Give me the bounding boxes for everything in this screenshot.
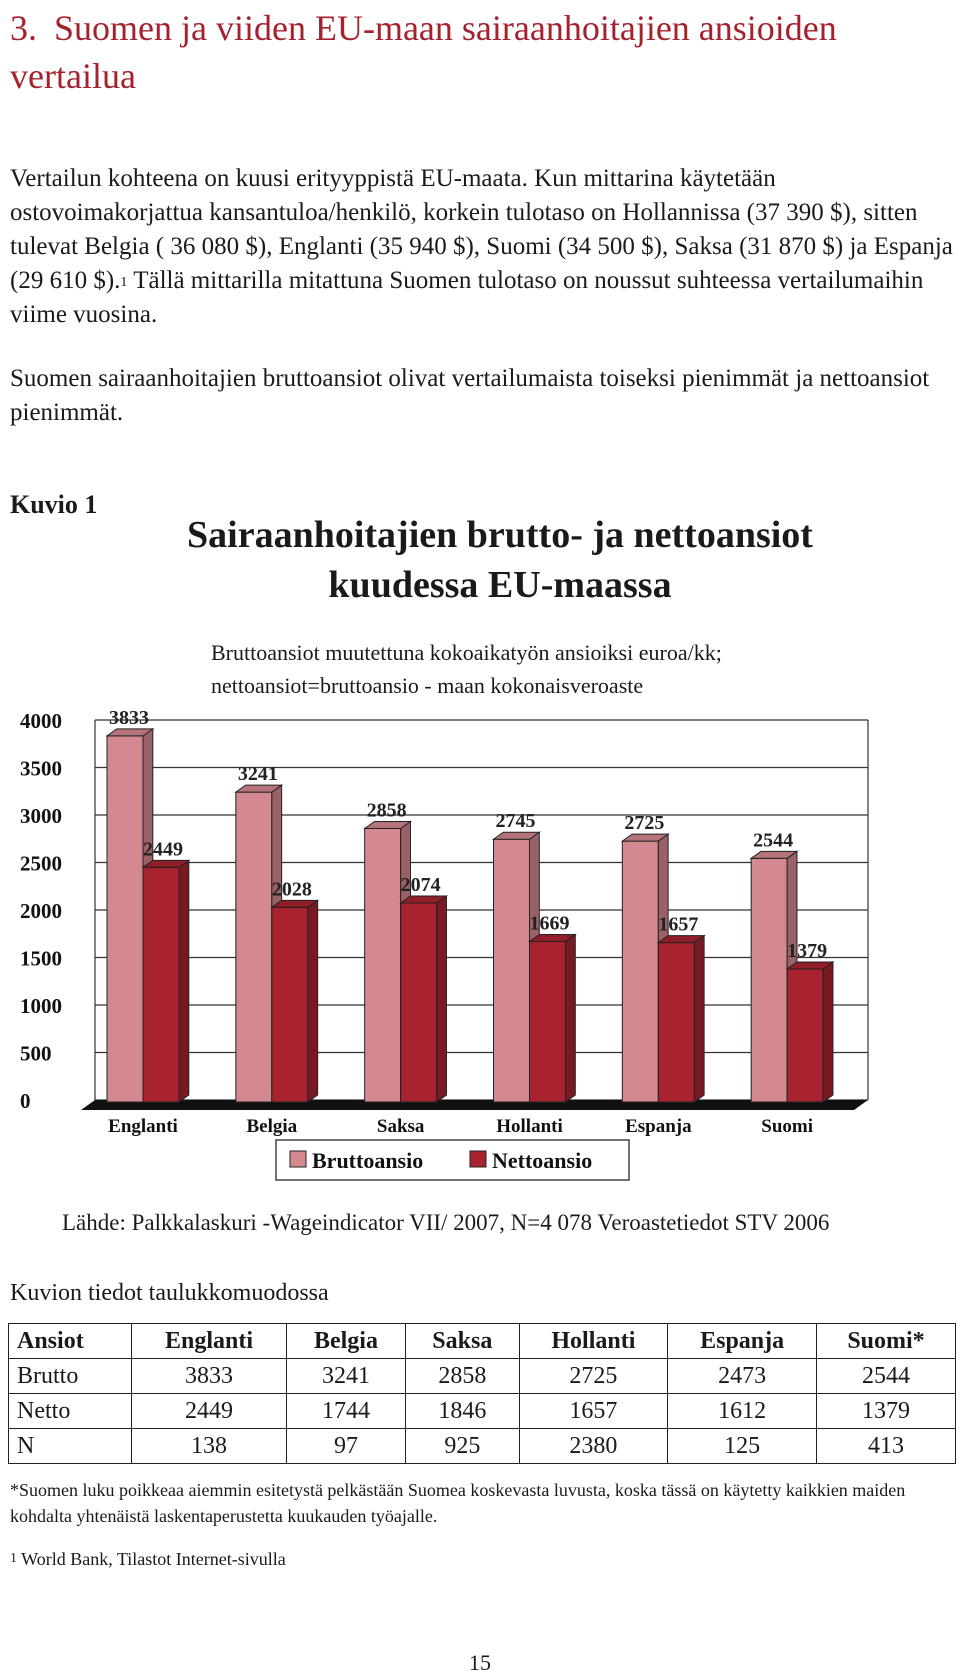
bar-side [179, 860, 189, 1102]
chart-subtitle-line1: Bruttoansiot muutettuna kokoaikatyön ansioiksi euroa/kk; [211, 640, 722, 665]
data-label: 2028 [271, 878, 312, 901]
table-cell: 1379 [817, 1394, 956, 1429]
table-cell: 125 [668, 1429, 817, 1464]
x-category-label: Belgia [246, 1116, 298, 1137]
table-cell: 413 [817, 1429, 956, 1464]
table-header: Belgia [286, 1324, 405, 1359]
bar-front [401, 903, 437, 1102]
table-header: Ansiot [9, 1324, 132, 1359]
bar-chart [0, 700, 960, 1200]
x-category-label: Hollanti [496, 1116, 563, 1137]
page-number: 15 [469, 1650, 491, 1675]
table-cell: 2380 [519, 1429, 668, 1464]
y-tick-label: 2000 [20, 899, 62, 923]
table-cell: Brutto [9, 1359, 132, 1394]
source-footnote [10, 1549, 286, 1570]
chart-floor [81, 1100, 868, 1110]
legend-label: Bruttoansio [312, 1148, 424, 1173]
table-cell: Netto [9, 1394, 132, 1429]
bar-side [823, 962, 833, 1102]
data-label: 2074 [400, 873, 441, 896]
table-footnote: *Suomen luku poikkeaa aiemmin esitetystä pelkästään Suomea koskevasta luvusta, koska tässä on käytetty kaikkien maiden kohdalta yhtenäistä laskentaperustetta kuukauden työajalle. [10, 1480, 906, 1526]
data-label: 2544 [753, 829, 794, 852]
table-cell: 2725 [519, 1359, 668, 1394]
section-number: 3. [10, 8, 37, 48]
section-title: Suomen ja viiden EU-maan sairaanhoitajien ansioiden vertailua [10, 8, 837, 96]
footnote-ref: 1 [120, 275, 128, 290]
y-tick-label: 3500 [20, 756, 62, 781]
figure-label: Kuvio 1 [10, 490, 98, 519]
bar-front [622, 841, 658, 1102]
legend-label: Nettoansio [492, 1148, 593, 1173]
legend-swatch [470, 1151, 486, 1167]
y-tick-label: 1500 [20, 946, 62, 971]
table-cell: 1612 [668, 1394, 817, 1429]
footnote-number: 1 [10, 1551, 17, 1566]
bar-front [272, 907, 308, 1102]
bar-front [787, 969, 823, 1102]
bar-side [566, 934, 576, 1102]
table-cell: 2858 [406, 1359, 519, 1394]
intro-paragraph [10, 162, 955, 332]
bar-front [365, 828, 401, 1102]
bar-front [107, 736, 143, 1102]
bar-front [751, 858, 787, 1102]
table-cell: 2473 [668, 1359, 817, 1394]
table-header: Suomi* [817, 1324, 956, 1359]
data-label: 1657 [658, 913, 699, 936]
table-cell: 925 [406, 1429, 519, 1464]
table-cell: 138 [132, 1429, 287, 1464]
table-cell: 97 [286, 1429, 405, 1464]
legend-swatch [290, 1151, 306, 1167]
table-cell: N [9, 1429, 132, 1464]
x-category-label: Englanti [108, 1116, 178, 1137]
table-header: Espanja [668, 1324, 817, 1359]
table-row [9, 1359, 956, 1394]
section-heading [10, 4, 940, 100]
table-cell: 1657 [519, 1394, 668, 1429]
y-tick-label: 500 [20, 1041, 52, 1066]
data-label: 3833 [109, 706, 149, 729]
bar-front [143, 867, 179, 1102]
table-cell: 2544 [817, 1359, 956, 1394]
y-tick-label: 4000 [20, 709, 62, 733]
source-note: Lähde: Palkkalaskuri -Wageindicator VII/ 2007, N=4 078 Veroastetiedot STV 2006 [62, 1210, 830, 1235]
summary-paragraph: Suomen sairaanhoitajien bruttoansiot olivat vertailumaista toiseksi pienimmät ja nettoansiot pienimmät. [10, 365, 930, 426]
table-cell: 3833 [132, 1359, 287, 1394]
table-cell: 1744 [286, 1394, 405, 1429]
data-label: 1379 [787, 939, 828, 962]
table-header-row [9, 1324, 956, 1359]
bar-front [236, 792, 272, 1102]
y-tick-label: 3000 [20, 804, 62, 828]
table-cell: 1846 [406, 1394, 519, 1429]
table-row [9, 1429, 956, 1464]
bar-front [658, 943, 694, 1102]
bar-front [494, 839, 530, 1102]
y-tick-label: 0 [20, 1089, 31, 1113]
bar-side [694, 936, 704, 1102]
table-header: Hollanti [519, 1324, 668, 1359]
x-category-label: Suomi [761, 1116, 814, 1137]
data-table [8, 1323, 956, 1464]
table-header: Englanti [132, 1324, 287, 1359]
intro-text-continued: Tällä mittarilla mitattuna Suomen tulotaso on noussut suhteessa vertailumaihin viime vuosina. [10, 267, 924, 328]
chart-subtitle [211, 636, 911, 702]
data-label: 2858 [366, 799, 407, 822]
x-category-label: Saksa [376, 1116, 425, 1137]
chart-title: Sairaanhoitajien brutto- ja nettoansiot kuudessa EU-maassa [187, 514, 813, 606]
data-label: 2725 [624, 812, 665, 835]
x-category-label: Espanja [625, 1116, 692, 1137]
bar-front [530, 941, 566, 1102]
y-tick-label: 2500 [20, 851, 62, 876]
table-cell: 2449 [132, 1394, 287, 1429]
footnote-text: World Bank, Tilastot Internet-sivulla [17, 1549, 286, 1569]
table-row [9, 1394, 956, 1429]
data-label: 2745 [495, 810, 536, 833]
data-label: 3241 [237, 763, 278, 786]
bar-side [437, 896, 447, 1102]
bar-side [308, 900, 318, 1102]
table-cell: 3241 [286, 1359, 405, 1394]
data-label: 2449 [143, 838, 183, 861]
chart-subtitle-line2: nettoansiot=bruttoansio - maan kokonaisveroaste [211, 673, 644, 698]
intro-text: Vertailun kohteena on kuusi erityyppistä EU-maata. Kun mittarina käytetään ostovoimakorjattua kansantuloa/henkilö, korkein tulotaso on Hollannissa (37 390 $), sitten tulevat Belgia ( 36 080 $), Englanti (35 940 $), Suomi (34 500 $), Saksa (31 870 $) ja Espanja (29 610 $). [10, 165, 953, 294]
data-label: 1669 [529, 912, 570, 935]
table-header: Saksa [406, 1324, 519, 1359]
table-caption: Kuvion tiedot taulukkomuodossa [10, 1280, 329, 1306]
y-tick-label: 1000 [20, 994, 62, 1018]
